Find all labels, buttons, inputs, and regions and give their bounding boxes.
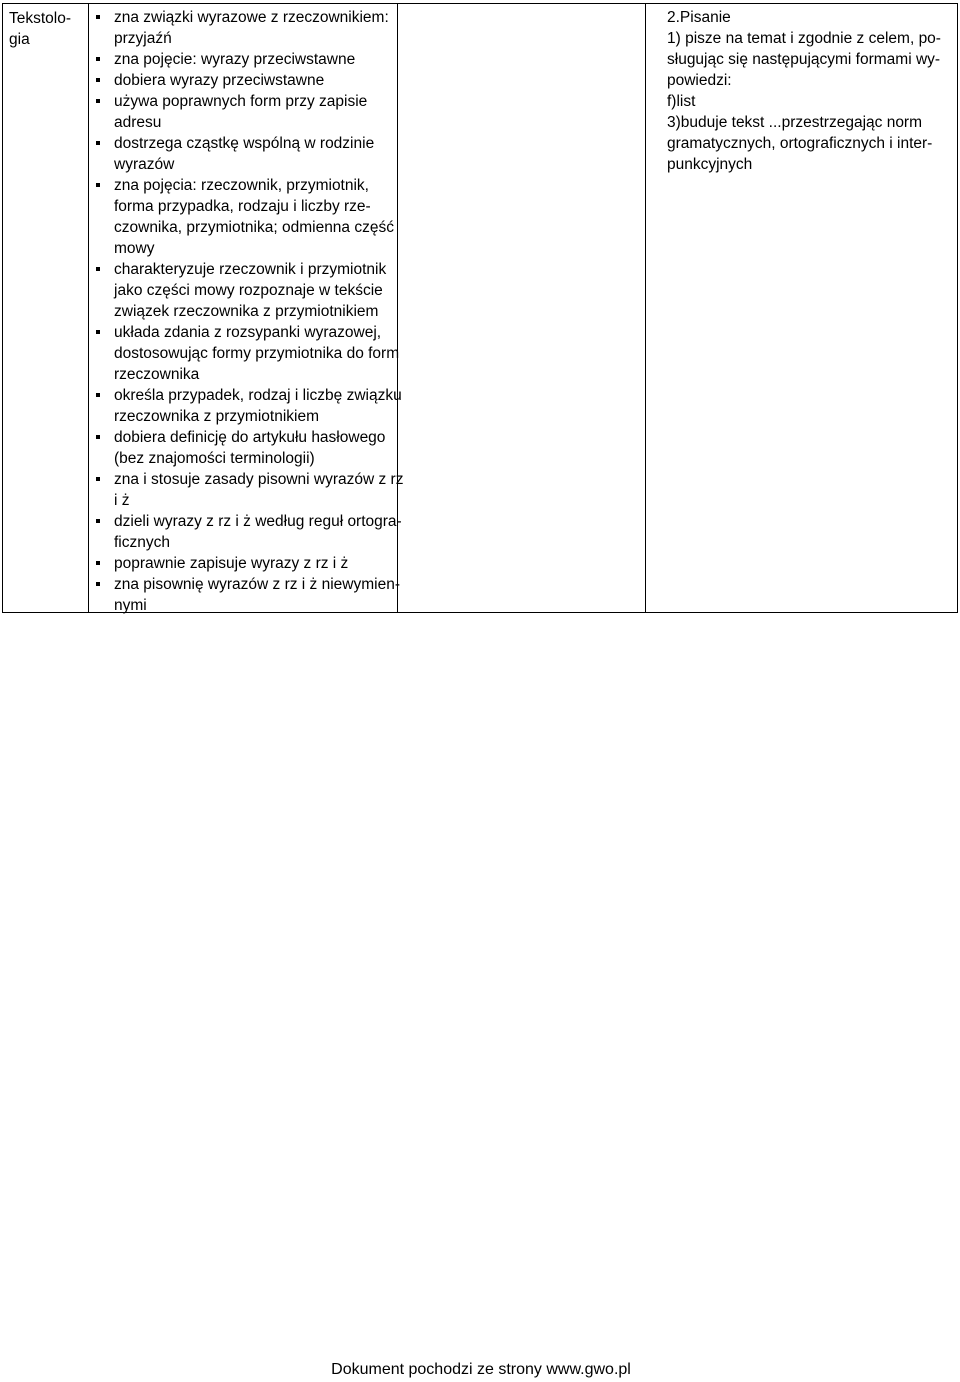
requirement-item	[95, 70, 389, 91]
curriculum-cell	[646, 4, 957, 612]
requirement-item	[95, 49, 389, 70]
curriculum-line: gramatycznych, ortograficznych i inter-	[667, 135, 933, 152]
requirement-line: dobiera wyrazy przeciwstawne	[114, 72, 325, 89]
requirement-item	[95, 553, 389, 574]
requirement-line: nymi	[114, 597, 147, 614]
requirement-line: rzeczownika z przymiotnikiem	[114, 408, 319, 425]
requirement-line: zna i stosuje zasady pisowni wyrazów z rz	[114, 471, 404, 488]
requirement-line: dobiera definicję do artykułu hasłowego	[114, 429, 386, 446]
curriculum-line: punkcyjnych	[667, 156, 753, 173]
requirement-item	[95, 469, 404, 511]
requirement-item	[95, 385, 402, 427]
requirements-cell	[89, 4, 404, 614]
curriculum-line: f)list	[667, 93, 696, 110]
requirement-line: określa przypadek, rodzaj i liczbę związku	[114, 387, 402, 404]
requirement-line: czownika, przymiotnika; odmienna część	[114, 219, 394, 236]
requirements-list	[95, 7, 404, 616]
requirement-line: zna pojęcie: wyrazy przeciwstawne	[114, 51, 356, 68]
requirement-line: (bez znajomości terminologii)	[114, 450, 315, 467]
requirement-item	[95, 133, 389, 175]
requirement-line: dzieli wyrazy z rz i ż według reguł ortogra-	[114, 513, 402, 530]
requirement-line: przyjaźń	[114, 30, 172, 47]
curriculum-heading: 2.Pisanie	[667, 9, 731, 26]
requirement-item	[95, 175, 394, 259]
requirement-line: zna związki wyrazowe z rzeczownikiem:	[114, 9, 389, 26]
category-cell	[3, 4, 89, 612]
requirement-line: wyrazów	[114, 156, 175, 173]
requirement-item	[95, 91, 389, 133]
requirement-line: i ż	[114, 492, 130, 509]
requirement-line: układa zdania z rozsypanki wyrazowej,	[114, 324, 382, 341]
requirement-line: dostrzega cząstkę wspólną w rodzinie	[114, 135, 375, 152]
curriculum-line: sługując się następującymi formami wy-	[667, 51, 941, 68]
requirement-item	[95, 322, 400, 385]
curriculum-table	[2, 3, 958, 613]
requirement-line: charakteryzuje rzeczownik i przymiotnik	[114, 261, 387, 278]
requirement-item	[95, 259, 389, 322]
footer-text: Dokument pochodzi ze strony www.gwo.pl	[331, 1361, 631, 1378]
category-label: Tekstolo- gia	[9, 10, 72, 48]
requirement-line: jako części mowy rozpoznaje w tekście	[114, 282, 383, 299]
requirement-line: używa poprawnych form przy zapisie	[114, 93, 368, 110]
curriculum-line: 1) pisze na temat i zgodnie z celem, po-	[667, 30, 941, 47]
empty-cell	[398, 4, 646, 612]
requirement-line: forma przypadka, rodzaju i liczby rze-	[114, 198, 371, 215]
requirement-line: adresu	[114, 114, 162, 131]
curriculum-line: powiedzi:	[667, 72, 732, 89]
curriculum-line: 3)buduje tekst ...przestrzegając norm	[667, 114, 923, 131]
requirement-line: zna pojęcia: rzeczownik, przymiotnik,	[114, 177, 369, 194]
requirement-line: rzeczownika	[114, 366, 200, 383]
requirement-line: związek rzeczownika z przymiotnikiem	[114, 303, 379, 320]
requirement-item	[95, 427, 389, 469]
requirement-line: ficznych	[114, 534, 170, 551]
requirement-item	[95, 511, 402, 553]
requirement-line: poprawnie zapisuje wyrazy z rz i ż	[114, 555, 349, 572]
requirement-item	[95, 7, 389, 49]
requirement-item	[95, 574, 400, 616]
footer	[0, 1361, 960, 1379]
requirement-line: dostosowując formy przymiotnika do form	[114, 345, 400, 362]
requirement-line: zna pisownię wyrazów z rz i ż niewymien-	[114, 576, 400, 593]
requirement-line: mowy	[114, 240, 155, 257]
